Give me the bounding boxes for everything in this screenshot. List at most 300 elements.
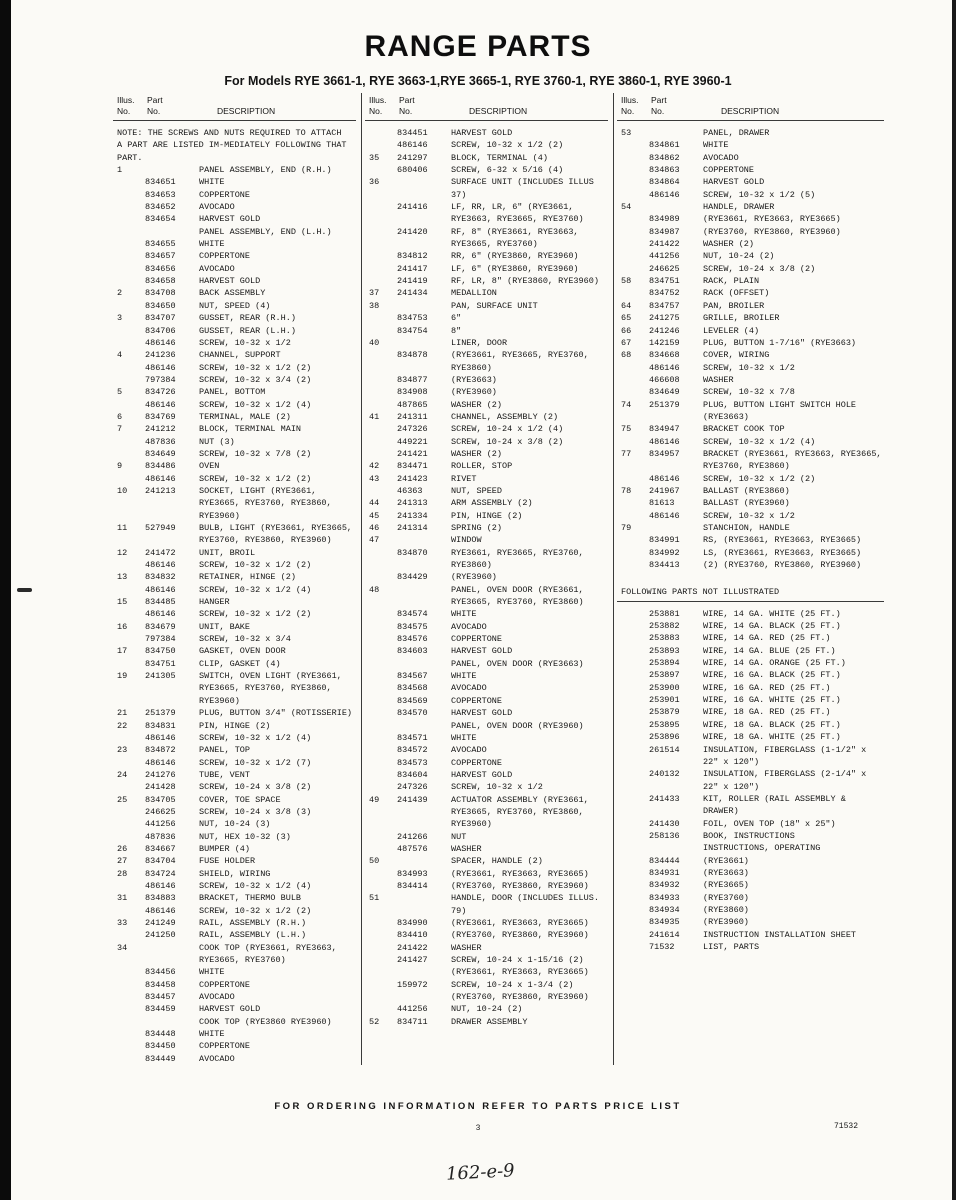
part-description: SCREW, 10-32 x 1/2 (2) [199, 905, 312, 916]
part-no: 241472 [145, 547, 176, 558]
illus-no [369, 325, 393, 337]
part-description: SCREW, 10-32 x 7/8 [703, 387, 795, 398]
parts-row [113, 386, 356, 398]
part-description: HANDLE, DOOR (INCLUDES ILLUS. 79) [451, 893, 599, 916]
illus-no [369, 831, 393, 843]
illus-no [117, 806, 141, 818]
illus-no [369, 374, 393, 386]
illus-no [117, 275, 141, 287]
part-no: 834413 [649, 560, 680, 571]
part-no: 46363 [397, 485, 423, 496]
part-description: STANCHION, HANDLE [703, 523, 790, 533]
parts-row [365, 460, 608, 472]
part-description: SWITCH, OVEN LIGHT (RYE3661, RYE3665, RYE3760, RYE3860, RYE3960) [199, 671, 342, 706]
parts-row [617, 608, 884, 620]
part-no: 247326 [397, 424, 428, 435]
parts-row [113, 658, 356, 670]
part-description: WIRE, 14 GA. RED (25 FT.) [703, 633, 831, 644]
part-description: COVER, WIRING [703, 350, 770, 361]
part-no: 834449 [145, 1053, 176, 1064]
parts-row [113, 929, 356, 941]
illus-no: 3 [117, 313, 123, 324]
parts-row [365, 423, 608, 435]
illus-no [621, 473, 645, 485]
parts-row [365, 139, 608, 151]
illus-no [621, 830, 645, 842]
parts-row [365, 769, 608, 781]
illus-no [369, 448, 393, 460]
parts-row [365, 1016, 608, 1028]
illus-no: 17 [117, 646, 128, 657]
illus-no [621, 213, 645, 225]
part-description: 8" [451, 325, 462, 336]
part-description: COPPERTONE [451, 757, 503, 768]
parts-row [113, 1016, 356, 1028]
part-description: SCREW, 10-32 x 1/2 (4) [199, 584, 312, 595]
illus-no [369, 608, 393, 620]
part-description: UNIT, BROIL [199, 547, 256, 558]
part-no: 241311 [397, 411, 428, 422]
part-no: 441256 [397, 1004, 428, 1015]
parts-row [365, 485, 608, 497]
part-description: AVOCADO [451, 683, 487, 694]
parts-row [365, 732, 608, 744]
part-no: 246625 [145, 806, 176, 817]
parts-row [113, 781, 356, 793]
part-no: 834993 [397, 868, 428, 879]
part-no: 834769 [145, 411, 176, 422]
part-no: 834569 [397, 695, 428, 706]
illus-no: 19 [117, 671, 128, 682]
part-description: HANDLE, DRAWER [703, 202, 775, 213]
part-description: BALLAST (RYE3960) [703, 498, 790, 509]
part-no: 834456 [145, 967, 176, 978]
part-no: 241423 [397, 473, 428, 484]
illus-no: 49 [369, 794, 380, 805]
part-description: SURFACE UNIT (INCLUDES ILLUS 37) [451, 177, 594, 200]
parts-row [365, 670, 608, 682]
part-no: 834705 [145, 794, 176, 805]
illus-no [117, 213, 141, 225]
illus-no [117, 1028, 141, 1040]
part-description: GASKET, OVEN DOOR [199, 646, 286, 657]
illus-no: 54 [621, 202, 632, 213]
part-description: INSTRUCTION INSTALLATION SHEET [703, 929, 857, 940]
parts-row [365, 399, 608, 411]
part-description: SCREW, 10-32 x 1/2 (5) [703, 189, 816, 200]
page-number: 3 [475, 1124, 481, 1133]
parts-row [365, 497, 608, 509]
part-no: 834572 [397, 745, 428, 756]
part-description: WINDOW [451, 535, 482, 546]
illus-no [369, 769, 393, 781]
part-description: (RYE3760, RYE3860, RYE3960) [703, 226, 841, 237]
illus-no [621, 250, 645, 262]
part-description: SCREW, 10-32 x 1/2 (4) [199, 732, 312, 743]
part-no: 834667 [145, 843, 176, 854]
part-description: RYE3661, RYE3665, RYE3760, RYE3860) [451, 547, 584, 571]
part-no: 834831 [145, 720, 176, 731]
illus-no [621, 152, 645, 164]
parts-row [113, 325, 356, 337]
illus-no [117, 818, 141, 830]
part-no: 834568 [397, 683, 428, 694]
parts-row [113, 794, 356, 806]
illus-no [621, 176, 645, 188]
part-description: WHITE [703, 140, 729, 151]
illus-no: 7 [117, 424, 123, 435]
illus-no: 4 [117, 350, 123, 361]
part-description: COOK TOP (RYE3661, RYE3663, RYE3665, RYE3760) [199, 942, 337, 966]
illus-no: 43 [369, 473, 380, 484]
part-description: BALLAST (RYE3860) [703, 485, 790, 496]
part-description: SCREW, 10-24 x 3/8 (2) [451, 436, 564, 447]
part-description: RF, LR, 8" (RYE3860, RYE3960) [451, 276, 599, 287]
parts-row [617, 287, 884, 299]
parts-row [365, 349, 608, 374]
illus-no [117, 300, 141, 312]
parts-row [365, 645, 608, 657]
parts-row [617, 620, 884, 632]
parts-row [617, 731, 884, 743]
part-no: 486146 [145, 609, 176, 620]
part-description: SCREW, 10-24 x 1-15/16 (2) (RYE3661, RYE3663, RYE3665) [451, 955, 589, 978]
part-no: 486146 [145, 399, 176, 410]
part-no: 834724 [145, 868, 176, 879]
parts-row [113, 250, 356, 262]
illus-no [117, 226, 141, 238]
parts-row [365, 436, 608, 448]
parts-row [365, 892, 608, 917]
parts-row [365, 843, 608, 855]
parts-row [617, 139, 884, 151]
part-no [649, 842, 699, 854]
part-description: SPACER, HANDLE (2) [451, 856, 543, 867]
column-header [113, 93, 356, 121]
column-header [617, 93, 884, 121]
part-no [649, 201, 699, 213]
part-no: 834908 [397, 387, 428, 398]
parts-row [113, 769, 356, 781]
parts-row [617, 632, 884, 644]
parts-row [617, 719, 884, 731]
part-description: PANEL ASSEMBLY, END (R.H.) [199, 165, 332, 176]
part-description: TERMINAL, MALE (2) [199, 411, 291, 422]
part-no: 241297 [397, 152, 428, 163]
part-description: WASHER (2) [451, 448, 503, 459]
header-no-label: No. [399, 106, 413, 116]
parts-row [365, 152, 608, 164]
parts-row [113, 966, 356, 978]
part-description: WASHER (2) [703, 239, 755, 250]
part-description: HANGER [199, 597, 230, 608]
illus-no: 24 [117, 769, 128, 780]
part-no: 441256 [145, 819, 176, 830]
parts-row [617, 497, 884, 509]
parts-row [365, 757, 608, 769]
column-header [365, 93, 608, 121]
parts-rows [365, 127, 608, 1028]
parts-row [365, 226, 608, 251]
illus-no: 48 [369, 584, 380, 595]
part-description: WHITE [199, 239, 225, 250]
part-description: LEVELER (4) [703, 325, 760, 336]
part-description: 6" [451, 313, 462, 324]
illus-no [369, 633, 393, 645]
parts-row [113, 189, 356, 201]
part-description: AVOCADO [451, 745, 487, 756]
parts-row [113, 806, 356, 818]
illus-no [369, 757, 393, 769]
parts-row [365, 547, 608, 572]
parts-column-1 [113, 93, 361, 1065]
part-no: 834458 [145, 979, 176, 990]
part-no: 834410 [397, 930, 428, 941]
illus-no [117, 929, 141, 941]
parts-row [617, 275, 884, 287]
part-description: SCREW, 10-32 x 1/2 (2) [199, 560, 312, 571]
illus-no [621, 497, 645, 509]
part-no: 834571 [397, 732, 428, 743]
part-description: ARM ASSEMBLY (2) [451, 498, 533, 509]
parts-row [113, 238, 356, 250]
part-no: 247326 [397, 782, 428, 793]
parts-row [365, 658, 608, 670]
part-description: HARVEST GOLD [451, 708, 513, 719]
header-illus-label: Illus. [369, 95, 387, 105]
part-no: 797384 [145, 634, 176, 645]
parts-row [113, 855, 356, 867]
part-description: SCREW, 10-32 x 1/2 (2) [451, 140, 564, 151]
parts-row [365, 695, 608, 707]
part-description: SCREW, 10-32 x 1/2 [451, 782, 543, 793]
part-description: (RYE3760, RYE3860, RYE3960) [451, 880, 589, 891]
part-no: 834649 [649, 387, 680, 398]
parts-row [365, 584, 608, 609]
part-no: 486146 [145, 880, 176, 891]
illus-no [621, 620, 645, 632]
illus-no [621, 694, 645, 706]
illus-no: 33 [117, 918, 128, 928]
part-description: BACK ASSEMBLY [199, 288, 266, 299]
illus-no [621, 534, 645, 546]
illus-no [621, 559, 645, 571]
parts-row [113, 596, 356, 608]
header-description-label: DESCRIPTION [469, 106, 528, 116]
parts-row [365, 633, 608, 645]
parts-row [617, 448, 884, 473]
part-no: 834652 [145, 202, 176, 213]
part-description: NUT, SPEED (4) [199, 300, 271, 311]
part-no: 834574 [397, 609, 428, 620]
part-no: 834451 [397, 128, 428, 138]
parts-row [617, 768, 884, 793]
parts-row [113, 263, 356, 275]
illus-no [369, 250, 393, 262]
part-no: 834934 [649, 904, 680, 915]
illus-no: 2 [117, 288, 123, 299]
parts-row [617, 830, 884, 842]
parts-row [617, 436, 884, 448]
part-description: SCREW, 10-32 x 1/2 [199, 337, 291, 348]
parts-row [365, 534, 608, 546]
illus-no [621, 226, 645, 238]
part-description: SCREW, 10-32 x 3/4 (2) [199, 374, 312, 385]
part-no: 240132 [649, 769, 680, 780]
part-no: 834751 [649, 276, 680, 287]
illus-no [117, 263, 141, 275]
parts-row [617, 349, 884, 361]
parts-row [365, 300, 608, 312]
illus-no [621, 768, 645, 793]
part-no: 253882 [649, 621, 680, 632]
part-no: 241313 [397, 498, 428, 509]
illus-no [117, 1040, 141, 1052]
header-part-label: Part [651, 95, 667, 105]
parts-row [617, 645, 884, 657]
parts-row [113, 485, 356, 522]
parts-row [365, 929, 608, 941]
parts-row [617, 473, 884, 485]
illus-no: 42 [369, 461, 380, 472]
part-description: RETAINER, HINGE (2) [199, 572, 296, 583]
part-description: NUT, 10-24 (3) [199, 819, 271, 830]
part-no: 834414 [397, 880, 428, 891]
part-description: BOOK, INSTRUCTIONS [703, 830, 795, 841]
illus-no [117, 362, 141, 374]
part-description: WASHER (2) [451, 399, 503, 410]
header-no-label: No. [147, 106, 161, 116]
illus-no [369, 571, 393, 583]
illus-no [621, 386, 645, 398]
part-description: SCREW, 10-32 x 3/4 [199, 634, 291, 645]
illus-no: 16 [117, 621, 128, 632]
part-no: 834570 [397, 708, 428, 719]
parts-row [617, 879, 884, 891]
parts-row [113, 362, 356, 374]
part-no: 834870 [397, 547, 428, 558]
part-description: (RYE3661, RYE3663, RYE3665) [703, 214, 841, 225]
parts-row [617, 522, 884, 534]
scan-artifact-right-bar [952, 0, 956, 1200]
parts-row [113, 411, 356, 423]
part-no: 834485 [145, 597, 176, 608]
part-description: RIVET [451, 473, 477, 484]
part-description: HARVEST GOLD [451, 128, 513, 138]
illus-no: 5 [117, 387, 123, 398]
part-no: 486146 [649, 473, 680, 484]
part-description: AVOCADO [199, 1053, 235, 1064]
illus-no [621, 793, 645, 818]
illus-no [621, 867, 645, 879]
parts-row [113, 1040, 356, 1052]
part-no: 834575 [397, 621, 428, 632]
illus-no [621, 879, 645, 891]
part-description: LINER, DOOR [451, 337, 508, 348]
part-description: WIRE, 16 GA. RED (25 FT.) [703, 682, 831, 693]
part-no: 241421 [397, 448, 428, 459]
illus-no [369, 880, 393, 892]
part-no: 834655 [145, 239, 176, 250]
illus-no [621, 916, 645, 928]
parts-row [113, 571, 356, 583]
illus-no [117, 1016, 141, 1028]
parts-row [365, 942, 608, 954]
part-description: SCREW, 10-32 x 1/2 (2) [703, 473, 816, 484]
header-description-label: DESCRIPTION [217, 106, 276, 116]
illus-no [621, 706, 645, 718]
illus-no [621, 929, 645, 941]
part-no [397, 176, 447, 201]
part-description: SHIELD, WIRING [199, 868, 271, 879]
part-no: 834883 [145, 893, 176, 904]
part-no: 486146 [649, 436, 680, 447]
illus-no [369, 436, 393, 448]
part-description: LS, (RYE3661, RYE3663, RYE3665) [703, 547, 862, 558]
part-no: 261514 [649, 744, 680, 755]
part-no: 486146 [145, 732, 176, 743]
parts-row [365, 621, 608, 633]
illus-no [369, 164, 393, 176]
part-no: 241434 [397, 288, 428, 299]
part-description: SCREW, 10-32 x 1/2 [703, 362, 795, 373]
part-no: 834992 [649, 547, 680, 558]
part-description: SCREW, 10-32 x 1/2 (2) [199, 609, 312, 620]
parts-row [113, 559, 356, 571]
part-no: 834457 [145, 992, 176, 1003]
illus-no [369, 263, 393, 275]
part-description: COVER, TOE SPACE [199, 794, 281, 805]
part-description: INSULATION, FIBERGLASS (2-1/4" x 22" x 120") [703, 769, 867, 792]
parts-row [617, 201, 884, 213]
part-no: 834877 [397, 374, 428, 385]
parts-row [113, 979, 356, 991]
parts-row [617, 669, 884, 681]
part-description: COPPERTONE [451, 634, 503, 645]
part-no: 241250 [145, 930, 176, 941]
parts-row [617, 374, 884, 386]
illus-no [117, 1003, 141, 1015]
parts-row [617, 263, 884, 275]
parts-row [617, 842, 884, 854]
parts-row [113, 522, 356, 547]
parts-row [365, 954, 608, 979]
part-no: 253881 [649, 608, 680, 619]
illus-no [369, 423, 393, 435]
part-description: SCREW, 10-32 x 7/8 (2) [199, 448, 312, 459]
part-description: PANEL, OVEN DOOR (RYE3960) [451, 720, 584, 731]
parts-row [113, 707, 356, 719]
part-description: INSTRUCTIONS, OPERATING [703, 843, 821, 854]
parts-row [617, 164, 884, 176]
part-no: 486146 [397, 140, 428, 151]
part-no: 834752 [649, 288, 680, 299]
part-description: HARVEST GOLD [199, 1004, 261, 1015]
part-no: 71532 [649, 942, 675, 952]
part-description: WIRE, 14 GA. ORANGE (25 FT.) [703, 658, 846, 669]
illus-no [369, 399, 393, 411]
illus-no [117, 201, 141, 213]
part-no: 834754 [397, 325, 428, 336]
header-illus-label: Illus. [621, 95, 639, 105]
illus-no [369, 781, 393, 793]
part-no: 834932 [649, 880, 680, 891]
parts-row [365, 386, 608, 398]
part-no: 834990 [397, 918, 428, 928]
parts-row [617, 189, 884, 201]
parts-row [113, 374, 356, 386]
illus-no [621, 164, 645, 176]
